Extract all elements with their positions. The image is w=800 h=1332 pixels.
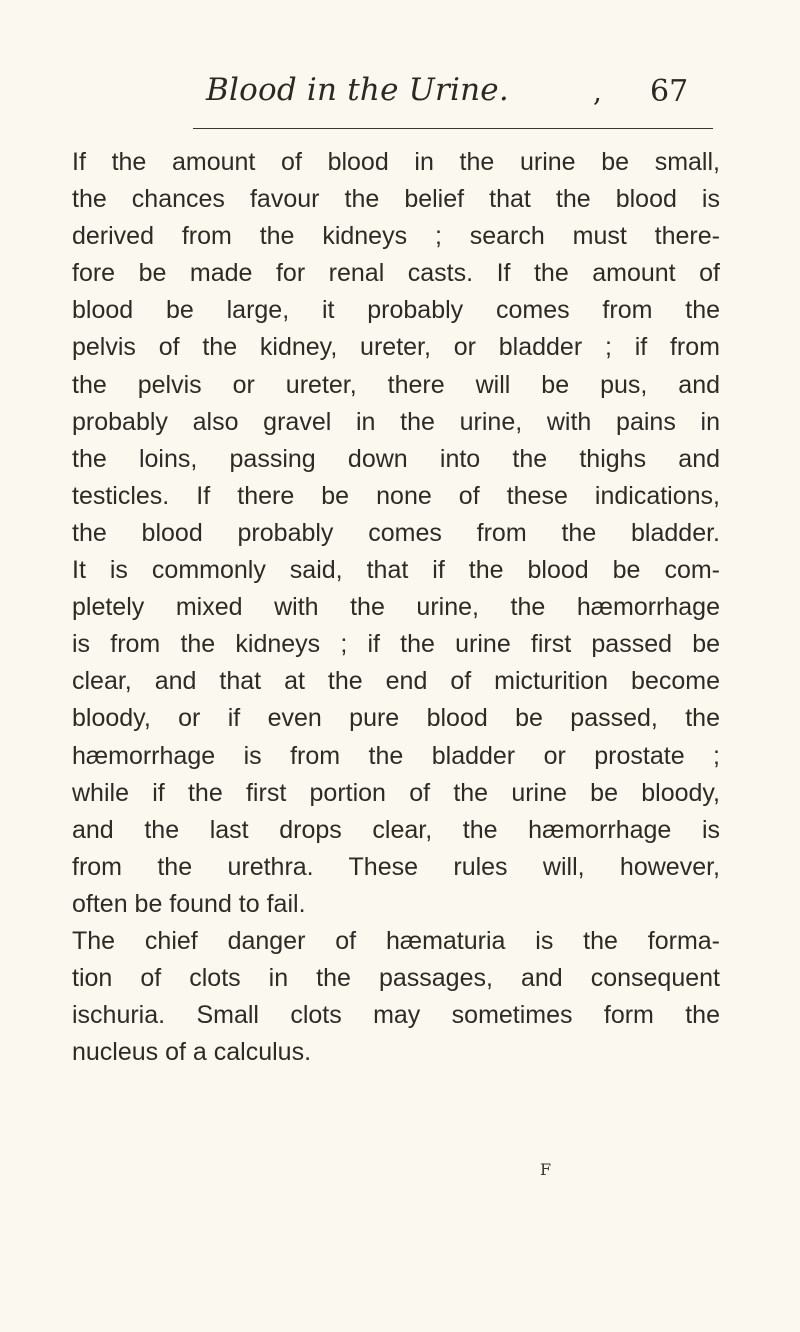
text-line: while if the first portion of the urine be bloody, bbox=[72, 778, 720, 807]
body-text bbox=[72, 144, 720, 1071]
text-line: nucleus of a calculus. bbox=[72, 1038, 312, 1067]
text-line: testicles. If there be none of these indications, bbox=[72, 481, 720, 510]
text-line: clear, and that at the end of micturition become bbox=[72, 667, 720, 696]
text-line: tion of clots in the passages, and consequent bbox=[72, 964, 720, 993]
text-line: and the last drops clear, the hæmorrhage is bbox=[72, 815, 720, 844]
running-head bbox=[0, 70, 800, 114]
text-line: It is commonly said, that if the blood be com- bbox=[72, 556, 720, 585]
text-line: probably also gravel in the urine, with pains in bbox=[72, 407, 720, 436]
text-line: derived from the kidneys ; search must there- bbox=[72, 222, 720, 251]
text-line: hæmorrhage is from the bladder or prostate ; bbox=[72, 741, 720, 770]
text-line: the loins, passing down into the thighs and bbox=[72, 444, 720, 473]
text-line: ischuria. Small clots may sometimes form the bbox=[72, 1001, 720, 1030]
text-line: If the amount of blood in the urine be small, bbox=[72, 148, 720, 176]
text-line: the chances favour the belief that the blood is bbox=[72, 185, 720, 214]
text-line: bloody, or if even pure blood be passed, the bbox=[72, 704, 720, 733]
text-line: from the urethra. These rules will, however, bbox=[72, 852, 720, 881]
running-title: Blood in the Urine. bbox=[206, 72, 509, 108]
text-line: pelvis of the kidney, ureter, or bladder ; if from bbox=[72, 333, 720, 362]
text-line: the pelvis or ureter, there will be pus, and bbox=[72, 370, 720, 399]
text-line: pletely mixed with the urine, the hæmorrhage bbox=[72, 593, 720, 622]
text-line: blood be large, it probably comes from the bbox=[72, 296, 720, 325]
text-line: is from the kidneys ; if the urine first passed be bbox=[72, 630, 720, 659]
header-rule bbox=[193, 128, 713, 129]
text-line: fore be made for renal casts. If the amount of bbox=[72, 259, 720, 288]
running-head-separator: , bbox=[593, 75, 602, 108]
signature-mark: F bbox=[540, 1160, 552, 1179]
page-number: 67 bbox=[650, 74, 689, 109]
text-line: The chief danger of hæmaturia is the forma- bbox=[72, 926, 720, 955]
text-line: the blood probably comes from the bladder. bbox=[72, 518, 720, 547]
text-line: often be found to fail. bbox=[72, 889, 306, 918]
